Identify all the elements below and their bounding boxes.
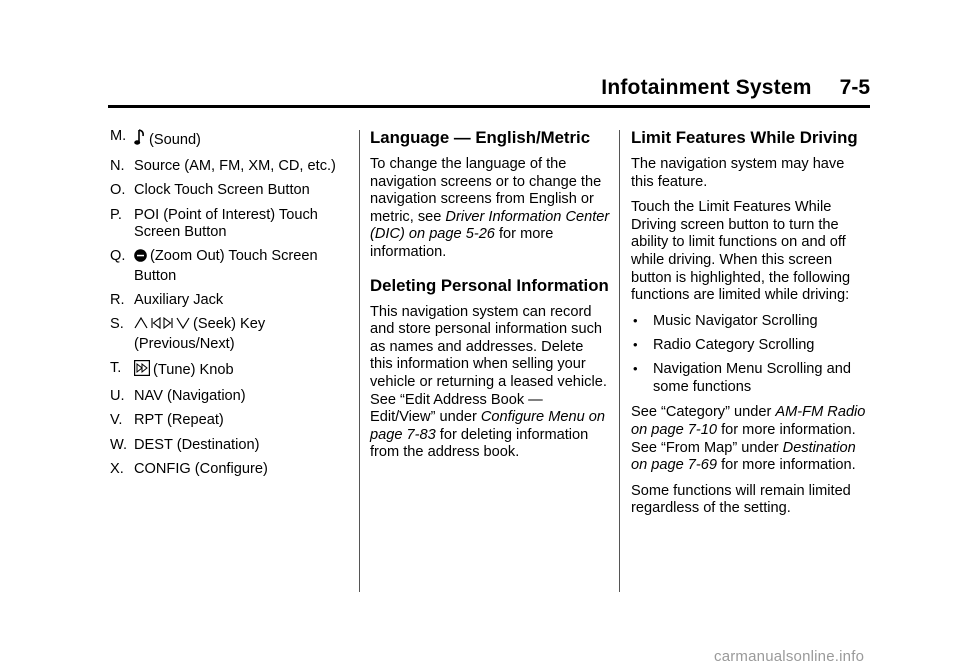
item-label: X. (110, 460, 124, 477)
list-item-text: Radio Category Scrolling (653, 336, 815, 353)
item-text: Clock Touch Screen Button (134, 182, 310, 199)
page-number: 7-5 (839, 76, 870, 99)
watermark: carmanualsonline.info (714, 648, 865, 665)
item-text: DEST (Destination) (134, 436, 260, 453)
list-item-text: Music Navigator Scrolling (653, 312, 818, 329)
bullet-icon: • (633, 312, 638, 328)
item-label: O. (110, 182, 126, 199)
item-text: Auxiliary Jack (134, 292, 224, 309)
item-label: N. (110, 158, 125, 175)
bullet-icon: • (633, 361, 638, 377)
deleting-text: This navigation system can record and store personal information such as names and addresses. Delete this information when selling your vehicle or returning a leased vehicle. See “Edit Address Book — Edit/View” under (370, 303, 607, 426)
legend-item-s (110, 316, 355, 353)
language-paragraph (370, 156, 610, 262)
item-text: Source (AM, FM, XM, CD, etc.) (134, 158, 336, 175)
see-text-2: for more information. See “From Map” under (631, 421, 856, 456)
list-item-text: Navigation Menu Scrolling and some functions (653, 361, 851, 395)
item-text: RPT (Repeat) (134, 412, 224, 429)
item-label: T. (110, 360, 122, 377)
limited-note: Some functions will remain limited regardless of the setting. (631, 482, 851, 517)
legend-item-q (110, 248, 355, 285)
zoom-out-icon (134, 249, 147, 268)
deleting-paragraph (370, 304, 610, 462)
list-item (631, 361, 871, 396)
item-label: R. (110, 292, 125, 309)
tune-icon (134, 360, 150, 382)
item-label: V. (110, 412, 123, 429)
legend-item-v (110, 412, 355, 430)
limited-functions-list (631, 313, 871, 397)
item-label: P. (110, 206, 122, 223)
language-column (370, 128, 610, 470)
legend-item-w (110, 437, 355, 455)
item-text: NAV (Navigation) (134, 388, 246, 405)
limit-features-column (631, 128, 871, 526)
section-title: Infotainment System (601, 76, 812, 99)
seek-up-icon (134, 316, 148, 336)
legend-item-p (110, 207, 355, 242)
see-text-3: for more information. (717, 457, 856, 474)
legend-item-o (110, 182, 355, 200)
item-label: W. (110, 436, 128, 453)
seek-down-icon (176, 316, 190, 336)
bullet-icon: • (633, 336, 638, 352)
am-fm-radio-link[interactable]: AM-FM Radio on page 7‑10 (631, 404, 866, 438)
legend-item-r (110, 292, 355, 310)
destination-link[interactable]: Destination on page 7‑69 (631, 439, 856, 474)
sound-icon (134, 128, 146, 152)
column-divider-1 (359, 130, 360, 592)
limit-features-heading: Limit Features While Driving (631, 128, 858, 147)
column-divider-2 (619, 130, 620, 592)
limit-intro: The navigation system may have this feature. (631, 156, 845, 190)
deleting-heading: Deleting Personal Information (370, 275, 609, 295)
seek-skip-icon (151, 316, 173, 336)
list-item (631, 313, 871, 331)
item-label: M. (110, 128, 127, 144)
legend-item-t (110, 360, 355, 382)
item-text: (Zoom Out) Touch Screen Button (134, 248, 318, 284)
item-text: (Seek) Key (Previous/Next) (134, 316, 266, 352)
language-text: To change the language of the navigation screens or to change the navigation screens from English or metric, see (370, 156, 602, 225)
item-text: (Tune) Knob (153, 362, 234, 379)
legend-item-x (110, 461, 355, 479)
configure-menu-link[interactable]: Configure Menu on page 7‑83 (370, 409, 606, 443)
dic-reference-link[interactable]: Driver Information Center (DIC) on page 5‑26 (370, 208, 610, 243)
legend-item-m (110, 128, 355, 152)
item-text: CONFIG (Configure) (134, 460, 268, 477)
item-text: (Sound) (149, 132, 201, 148)
header-rule (108, 105, 870, 108)
legend-item-u (110, 388, 355, 406)
legend-column (110, 128, 355, 485)
legend-item-n (110, 158, 355, 176)
deleting-text-end: for deleting information from the address book. (370, 426, 589, 461)
item-label: S. (110, 316, 124, 333)
see-also-paragraph (631, 404, 871, 474)
page-header (108, 76, 870, 104)
list-item (631, 337, 871, 355)
language-text-end: for more information. (370, 226, 554, 260)
item-label: Q. (110, 248, 126, 265)
item-text: POI (Point of Interest) Touch Screen Button (134, 206, 318, 241)
limit-description: Touch the Limit Features While Driving screen button to turn the ability to limit functions on and off while driving. When this screen button is highlighted, the following functions are limited while driving: (631, 199, 851, 304)
item-label: U. (110, 388, 125, 405)
see-text: See “Category” under (631, 404, 776, 421)
language-heading: Language — English/Metric (370, 128, 591, 147)
